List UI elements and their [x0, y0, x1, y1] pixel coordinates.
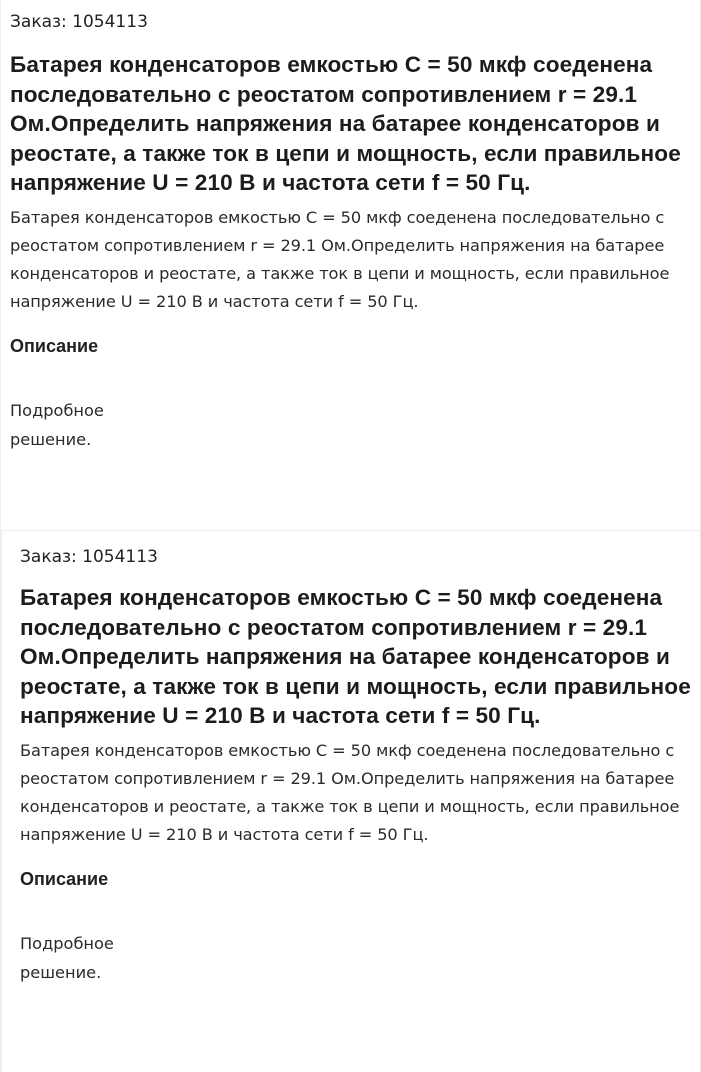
problem-text: Батарея конденсаторов емкостью С = 50 мкф соеденена последовательно с реостатом сопротивлением r = 29.1 Ом.Определить напряжения на батарее конденсаторов и реостате, а также ток в цепи и мощность, если правильное напряжение U = 210 В и частота сети f = 50 Гц. [10, 207, 670, 311]
order-number: Заказ: 1054113 [20, 547, 158, 567]
description-text: Подробное решение. [20, 933, 114, 982]
problem-title: Батарея конденсаторов емкостью С = 50 мкф соеденена последовательно с реостатом сопротивлением r = 29.1 Ом.Определить напряжения на батарее конденсаторов и реостате, а также ток в цепи и мощность, если правильное напряжение U = 210 В и частота сети f = 50 Гц. [10, 52, 681, 195]
problem-title: Батарея конденсаторов емкостью С = 50 мкф соеденена последовательно с реостатом сопротивлением r = 29.1 Ом.Определить напряжения на батарее конденсаторов и реостате, а также ток в цепи и мощность, если правильное напряжение U = 210 В и частота сети f = 50 Гц. [20, 585, 691, 728]
description-heading: Описание [10, 335, 99, 356]
order-entry-2 [1, 530, 701, 1072]
order-entry-1 [1, 0, 701, 530]
description-heading: Описание [20, 868, 109, 889]
order-number: Заказ: 1054113 [10, 12, 148, 32]
problem-text: Батарея конденсаторов емкостью С = 50 мкф соеденена последовательно с реостатом сопротивлением r = 29.1 Ом.Определить напряжения на батарее конденсаторов и реостате, а также ток в цепи и мощность, если правильное напряжение U = 210 В и частота сети f = 50 Гц. [20, 740, 680, 844]
description-text: Подробное решение. [10, 400, 104, 449]
